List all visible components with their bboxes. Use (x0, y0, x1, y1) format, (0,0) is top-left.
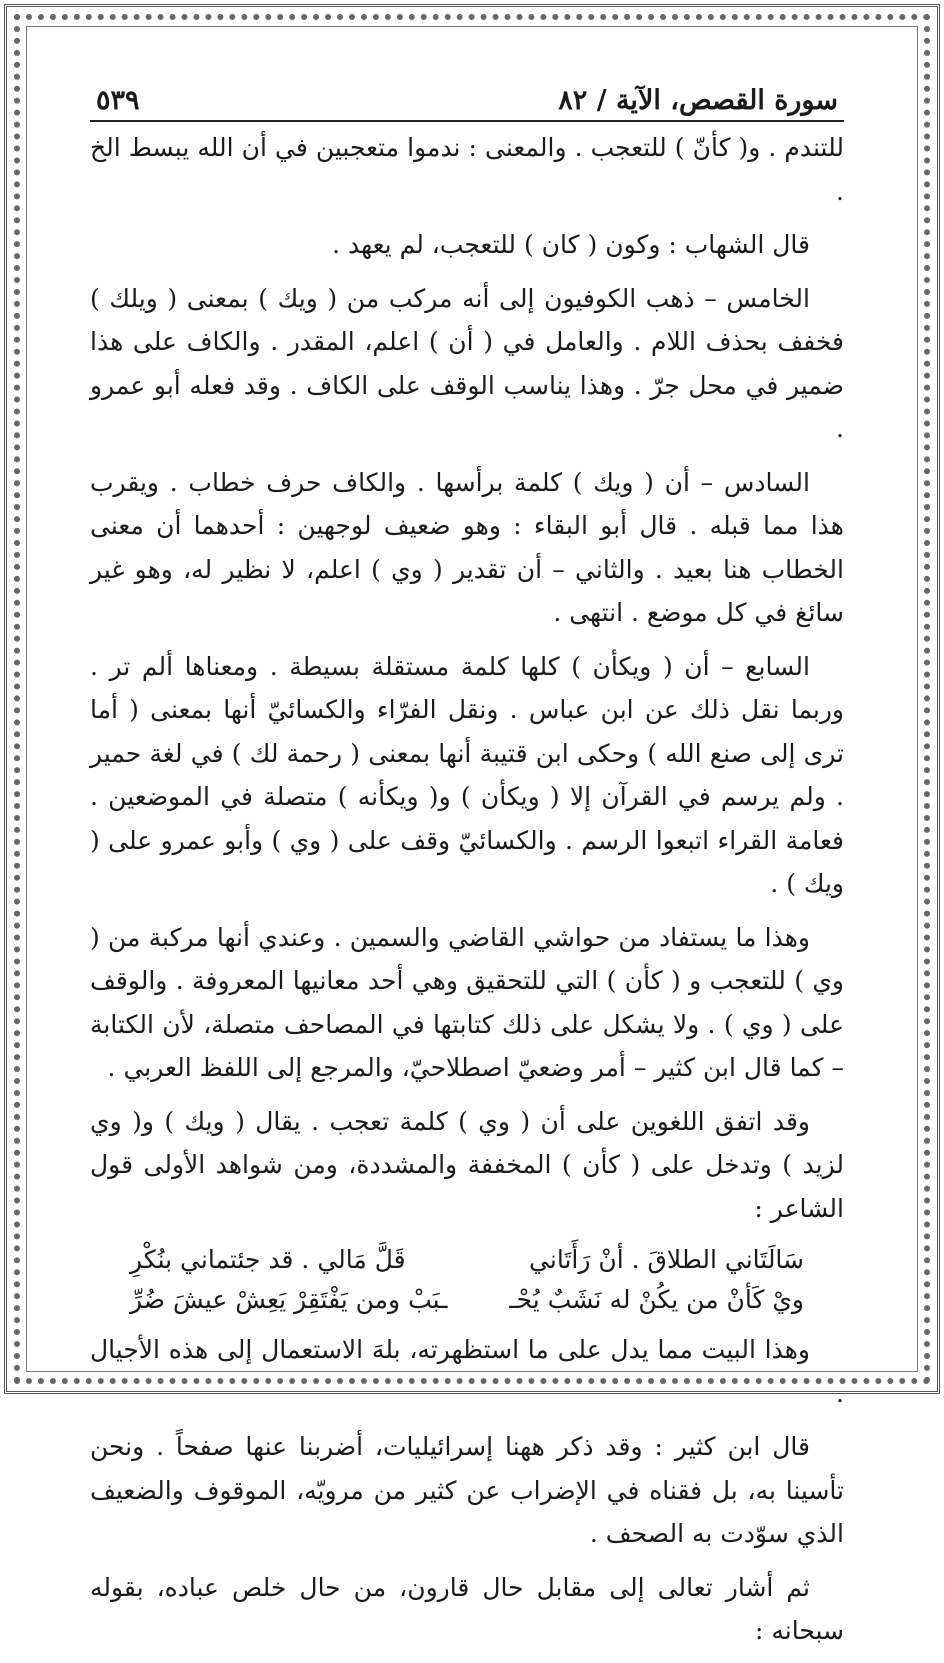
verse-hemistich-left: ـبَبْ ومن يَفْتَقِرْ يَعِشْ عيشَ ضُرِّ (130, 1285, 448, 1314)
verse-line (130, 1280, 804, 1320)
poem-verse (130, 1240, 804, 1320)
paragraph: ثم أشار تعالى إلى مقابل حال قارون، من حال خلص عباده، بقوله سبحانه : (90, 1572, 844, 1645)
page-number: ٥٣٩ (96, 85, 140, 116)
book-page (90, 76, 844, 1663)
verse-line (130, 1240, 804, 1280)
paragraph: الخامس – ذهب الكوفيون إلى أنه مركب من ( ويك ) بمعنى ( ويلك ) فخفف بحذف اللام . والعامل في ( أن ) اعلم، المقدر . والكاف على هذا ضمير في محل جرّ . وهذا يناسب الوقف على الكاف . وقد فعله أبو عمرو . (90, 283, 844, 443)
paragraph: السابع – أن ( ويكأن ) كلها كلمة مستقلة بسيطة . ومعناها ألم تر . وربما نقل ذلك عن ابن عباس . ونقل الفرّاء والكسائيّ أنها بمعنى ( أما ترى إلى صنع الله ) وحكى ابن قتيبة أنها بمعنى ( رحمة لك ) في لغة حمير . ولم يرسم في القرآن إلا ( ويكأن ) و( ويكأنه ) متصلة في الموضعين . فعامة القراء اتبعوا الرسم . والكسائيّ وقف على ( وي ) وأبو عمرو على ( ويك ) . (90, 651, 844, 898)
verse-hemistich-right: سَالَتَاني الطلاقَ . أنْ رَأَتَاني (529, 1245, 804, 1274)
paragraph: وهذا ما يستفاد من حواشي القاضي والسمين . وعندي أنها مركبة من ( وي ) للتعجب و ( كأن ) التي للتحقيق وهي أحد معانيها المعروفة . والوقف على ( وي ) . ولا يشكل على ذلك كتابتها في المصاحف متصلة، لأن الكتابة – كما قال ابن كثير – أمر وضعيّ اصطلاحيّ، والمرجع إلى اللفظ العربي . (90, 922, 844, 1082)
page-body (90, 122, 844, 1653)
running-title: سورة القصص، الآية / ٨٢ (558, 85, 838, 116)
paragraph: وهذا البيت مما يدل على ما استظهرته، بلهَ الاستعمال إلى هذه الأجيال . (90, 1335, 844, 1408)
page-header (90, 76, 844, 122)
verse-hemistich-right: ويْ كَأنْ من يكُنْ له نَشَبٌ يُحْـ (509, 1285, 804, 1314)
paragraph: للتندم . و( كأنّ ) للتعجب . والمعنى : ندموا متعجبين في أن الله يبسط الخ . (90, 133, 844, 206)
paragraph: قال الشهاب : وكون ( كان ) للتعجب، لم يعهد . (332, 230, 810, 259)
paragraph: السادس – أن ( ويك ) كلمة برأسها . والكاف حرف خطاب . ويقرب هذا مما قبله . قال أبو البقاء : وهو ضعيف لوجهين : أحدهما أن معنى الخطاب هنا بعيد . والثاني – أن تقدير ( وي ) اعلم، لا نظير له، وهو غير سائغ في كل موضع . انتهى . (90, 467, 844, 627)
paragraph: قال ابن كثير : وقد ذكر ههنا إسرائيليات، أضربنا عنها صفحاً . ونحن تأسينا به، بل فقناه في الإضراب عن كثير من مرويّه، الموقوف والضعيف الذي سوّدت به الصحف . (90, 1432, 844, 1548)
verse-hemistich-left: قَلَّ مَالي . قد جئتماني بنُكْرِ (130, 1245, 406, 1274)
paragraph: وقد اتفق اللغوين على أن ( وي ) كلمة تعجب . يقال ( ويك ) و( وي لزيد ) وتدخل على ( كأن ) المخففة والمشددة، ومن شواهد الأولى قول الشاعر : (90, 1106, 844, 1223)
